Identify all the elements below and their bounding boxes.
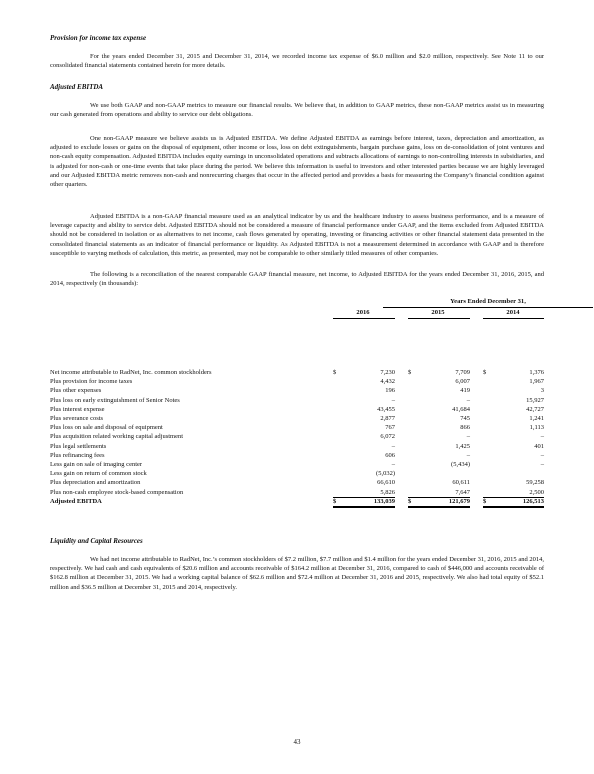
cell-2016: 767	[385, 424, 395, 432]
cell-2014: 126,513	[522, 497, 544, 505]
ebitda-paragraph-3: Adjusted EBITDA is a non-GAAP financial measure used as an analytical indicator by us and the healthcare industry to assess business performance, and is a measure of leverage capacity and ability to service debt. Adjusted EBITDA should not be considered a measure of financial performance under GAAP, and the items excluded from Adjusted EBITDA should not be considered in isolation or as alternatives to net income, cash flows generated by operating, investing or financing activities or other financial statement data presented in the consolidated financial statements as an indicator of financial performance or liquidity. As Adjusted EBITDA is not a measurement determined in accordance with GAAP and is therefore susceptible to varying methods of calculation, this metric, as presented, may not be comparable to other similarly titled measures of other companies.	[50, 213, 544, 257]
row-label: Plus loss on early extinguishment of Senior Notes	[50, 396, 180, 404]
cell-2014: 15,927	[526, 396, 544, 404]
table-row	[50, 368, 544, 377]
cell-2016: (5,032)	[376, 470, 395, 478]
table-row	[50, 469, 544, 478]
cell-2015: 7,709	[455, 369, 470, 376]
liquidity-heading: Liquidity and Capital Resources	[50, 537, 143, 545]
table-header-rule	[383, 307, 593, 308]
ebitda-heading: Adjusted EBITDA	[50, 83, 104, 91]
table-row	[50, 423, 544, 432]
cell-2016: 6,072	[380, 433, 395, 441]
table-row	[50, 451, 544, 460]
table-row	[50, 442, 544, 451]
cell-2016: –	[391, 442, 395, 450]
cell-2015: 6,007	[455, 378, 470, 386]
cell-2015: (5,434)	[451, 461, 470, 468]
table-row	[50, 460, 544, 469]
row-label: Plus depreciation and amortization	[50, 479, 141, 487]
cell-2014: 3	[540, 387, 544, 395]
table-row	[50, 396, 544, 405]
total-double-rule	[483, 506, 544, 508]
cell-2016: 196	[385, 387, 395, 395]
table-row-total	[50, 497, 544, 506]
cell-2016: 66,610	[377, 479, 395, 487]
cell-2014: 1,241	[529, 415, 544, 422]
cell-2016: 43,455	[377, 405, 395, 413]
total-top-rule	[333, 497, 395, 498]
total-top-rule	[408, 497, 470, 498]
cell-2016: 5,826	[380, 488, 395, 496]
cell-2016: 606	[385, 451, 395, 459]
row-label: Plus loss on sale and disposal of equipment	[50, 424, 163, 432]
cell-2016: –	[391, 461, 395, 468]
row-label: Less gain on return of common stock	[50, 470, 147, 478]
row-label: Plus interest expense	[50, 405, 105, 413]
table-row	[50, 488, 544, 497]
cell-2014: 1,113	[529, 424, 544, 432]
ebitda-paragraph-2: One non-GAAP measure we believe assists us is Adjusted EBITDA. We define Adjusted EBITDA as earnings before interest, taxes, depreciation and amortization, as adjusted to exclude losses or gains on the disposal of equipment, other income or loss, loss on debt extinguishments, bargain purchase gains, loss on de-consolidation of joint ventures and non-cash equity compensation. Adjusted EBITDA includes equity earnings in unconsolidated operations and subtracts allocations of earnings to non-controlling interests in subsidiaries, and is adjusted for non-cash or one-time events that take place during the period. We believe this information is useful to investors and other interested parties because we are highly leveraged and our Adjusted EBITDA metric removes non-cash and nonrecurring charges that occur in the affected period and provides a basis for measuring the Company’s financial condition against other quarters.	[50, 135, 544, 189]
table-header-title: Years Ended December 31,	[450, 298, 526, 305]
cell-2016: 4,432	[380, 378, 395, 386]
cell-2015: –	[466, 451, 470, 459]
row-label: Net income attributable to RadNet, Inc. common stockholders	[50, 369, 212, 376]
cell-2015: 7,647	[455, 488, 470, 496]
page-number: 43	[293, 738, 301, 746]
ebitda-paragraph-1: We use both GAAP and non-GAAP metrics to measure our financial results. We believe that, in addition to GAAP metrics, these non-GAAP metrics assist us in measuring our cash generated from operations and ability to service our debt obligations.	[50, 102, 544, 119]
currency-symbol: $	[408, 369, 412, 376]
cell-2016: –	[391, 396, 395, 404]
currency-symbol: $	[408, 497, 412, 505]
cell-2015: –	[466, 433, 470, 441]
row-label: Plus acquisition related working capital adjustment	[50, 433, 184, 441]
cell-2014: 42,727	[526, 405, 544, 413]
cell-2016: 133,039	[373, 497, 395, 505]
row-label: Adjusted EBITDA	[50, 497, 102, 505]
cell-2016: 7,230	[380, 369, 395, 376]
table-row	[50, 405, 544, 414]
row-label: Less gain on sale of imaging center	[50, 461, 143, 468]
cell-2014: 2,500	[529, 488, 544, 496]
provision-heading: Provision for income tax expense	[50, 34, 147, 42]
table-row	[50, 432, 544, 441]
cell-2015: –	[466, 396, 470, 404]
cell-2015: 41,684	[452, 405, 470, 413]
ebitda-paragraph-4: The following is a reconciliation of the nearest comparable GAAP financial measure, net income, to Adjusted EBITDA for the years ended December 31, 2016, 2015, and 2014, respectively (in thousands):	[50, 271, 544, 288]
currency-symbol: $	[333, 497, 337, 505]
cell-2014: 401	[534, 442, 544, 450]
total-double-rule	[408, 506, 470, 508]
cell-2015: 419	[460, 387, 470, 395]
cell-2014: 1,967	[529, 378, 544, 386]
row-label: Plus refinancing fees	[50, 451, 105, 459]
year-rule-2016	[333, 318, 395, 319]
cell-2014: –	[540, 451, 544, 459]
row-label: Plus other expenses	[50, 387, 102, 395]
liquidity-paragraph: We had net income attributable to RadNet, Inc.’s common stockholders of $7.2 million, $7.7 million and $1.4 million for the years ended December 31, 2016, 2015 and 2014, respectively. We had cash and cash equivalents of $20.6 million and accounts receivable of $164.2 million at December 31, 2016, compared to cash of $446,000 and accounts receivable of $162.8 million at December 31, 2015. We had a working capital balance of $62.6 million and $72.4 million at December 31, 2016 and 2015, respectively. We also had total equity of $52.1 million and $36.5 million at December 31, 2015 and 2014, respectively.	[50, 556, 544, 591]
year-header-2014: 2014	[506, 309, 520, 316]
table-row	[50, 414, 544, 423]
cell-2014: 59,258	[526, 479, 544, 487]
currency-symbol: $	[483, 369, 487, 376]
row-label: Plus severance costs	[50, 415, 104, 422]
cell-2015: 121,679	[448, 497, 470, 505]
cell-2014: –	[540, 461, 544, 468]
row-label: Plus provision for income taxes	[50, 378, 133, 386]
year-rule-2015	[408, 318, 470, 319]
cell-2015: 60,611	[452, 479, 470, 487]
table-row	[50, 377, 544, 386]
total-double-rule	[333, 506, 395, 508]
year-rule-2014	[483, 318, 544, 319]
total-top-rule	[483, 497, 544, 498]
row-label: Plus non-cash employee stock-based compensation	[50, 488, 184, 496]
row-label: Plus legal settlements	[50, 442, 107, 450]
cell-2014: –	[540, 433, 544, 441]
table-row	[50, 478, 544, 487]
cell-2014: 1,376	[529, 369, 544, 376]
year-header-2015: 2015	[431, 309, 445, 316]
currency-symbol: $	[333, 369, 337, 376]
year-header-2016: 2016	[356, 309, 370, 316]
cell-2015: 866	[460, 424, 470, 432]
cell-2015: 1,425	[455, 442, 470, 450]
cell-2016: 2,877	[380, 415, 395, 422]
table-row	[50, 386, 544, 395]
provision-paragraph: For the years ended December 31, 2015 and December 31, 2014, we recorded income tax expense of $6.0 million and $2.0 million, respectively. See Note 11 to our consolidated financial statements contained herein for more details.	[50, 53, 544, 70]
cell-2015: 745	[460, 415, 470, 422]
currency-symbol: $	[483, 497, 487, 505]
ebitda-reconciliation-table	[50, 298, 544, 528]
